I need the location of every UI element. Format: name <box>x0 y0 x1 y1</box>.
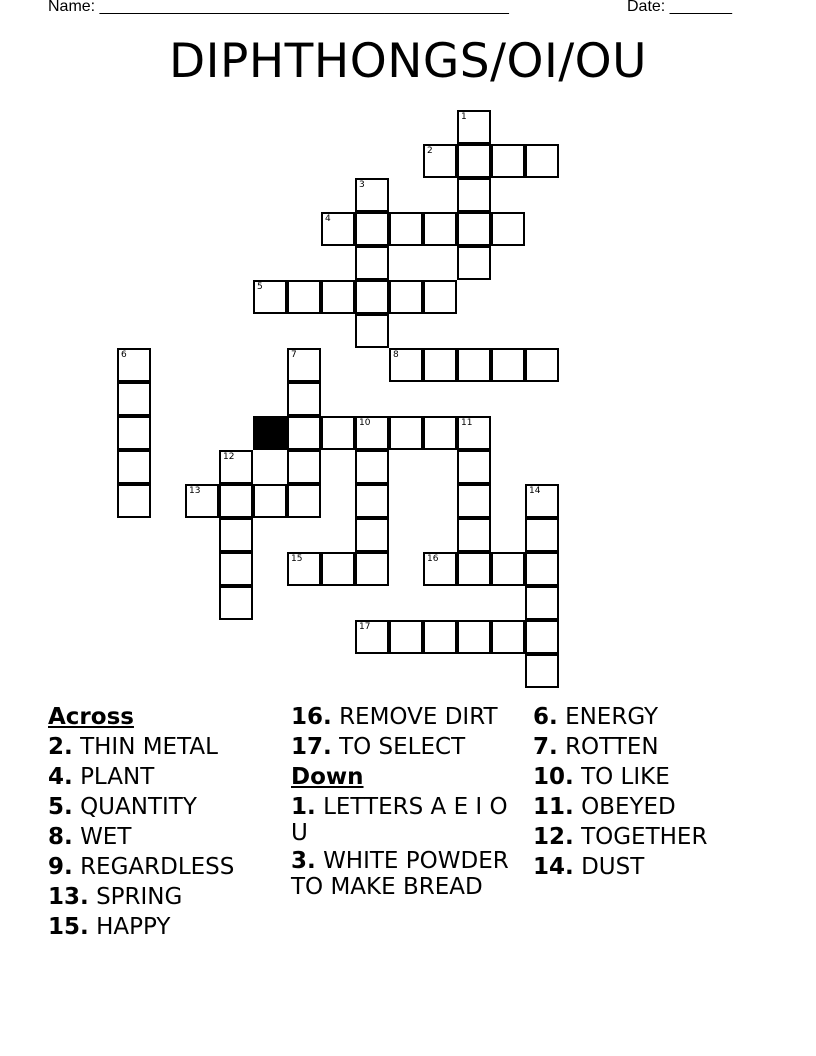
grid-cell[interactable] <box>355 518 389 552</box>
grid-cell[interactable] <box>355 178 389 212</box>
grid-cell[interactable] <box>117 484 151 518</box>
clue-number: 5 <box>257 282 263 292</box>
down-clue-7: 7. ROTTEN <box>533 734 659 760</box>
across-heading: Across <box>48 704 134 730</box>
grid-cell[interactable] <box>491 212 525 246</box>
grid-cell[interactable] <box>525 552 559 586</box>
page-title: DIPHTHONGS/OI/OU <box>168 34 648 89</box>
clue-number: 4 <box>325 214 331 224</box>
grid-cell[interactable] <box>287 484 321 518</box>
grid-cell[interactable] <box>321 552 355 586</box>
grid-cell[interactable] <box>457 620 491 654</box>
grid-cell[interactable] <box>389 280 423 314</box>
clue-number: 13 <box>189 486 201 496</box>
clue-number: 1 <box>461 112 467 122</box>
grid-cell[interactable] <box>321 280 355 314</box>
grid-cell[interactable] <box>423 416 457 450</box>
clue-number: 11 <box>461 418 473 428</box>
grid-cell[interactable] <box>355 246 389 280</box>
across-clue-17: 17. TO SELECT <box>291 734 466 760</box>
clue-column-1 <box>48 702 278 942</box>
clue-number: 7 <box>291 350 297 360</box>
down-clue-14: 14. DUST <box>533 854 645 880</box>
clue-number: 15 <box>291 554 303 564</box>
grid-cell[interactable] <box>491 552 525 586</box>
clue-column-3 <box>533 702 773 882</box>
clue-number: 17 <box>359 622 371 632</box>
grid-cell[interactable] <box>287 382 321 416</box>
grid-cell[interactable] <box>355 314 389 348</box>
grid-cell[interactable] <box>457 416 491 450</box>
down-clue-12: 12. TOGETHER <box>533 824 708 850</box>
grid-cell[interactable] <box>219 552 253 586</box>
grid-cell[interactable] <box>389 416 423 450</box>
date-field-line: Date: _______ <box>627 0 732 15</box>
grid-cell[interactable] <box>355 484 389 518</box>
grid-cell[interactable] <box>287 416 321 450</box>
across-clue-13: 13. SPRING <box>48 884 183 910</box>
down-clue-3: 3. WHITE POWDER TO MAKE BREAD <box>291 848 509 900</box>
clue-column-2 <box>291 702 523 902</box>
grid-cell[interactable] <box>287 348 321 382</box>
grid-cell[interactable] <box>457 110 491 144</box>
grid-cell[interactable] <box>355 620 389 654</box>
clue-number: 3 <box>359 180 365 190</box>
grid-cell[interactable] <box>525 144 559 178</box>
grid-cell[interactable] <box>423 552 457 586</box>
grid-cell[interactable] <box>117 416 151 450</box>
grid-cell[interactable] <box>355 552 389 586</box>
grid-cell[interactable] <box>355 450 389 484</box>
grid-cell[interactable] <box>457 246 491 280</box>
grid-cell[interactable] <box>185 484 219 518</box>
grid-cell[interactable] <box>389 212 423 246</box>
across-clue-5: 5. QUANTITY <box>48 794 197 820</box>
grid-cell[interactable] <box>423 144 457 178</box>
clue-number: 8 <box>393 350 399 360</box>
grid-cell[interactable] <box>457 348 491 382</box>
down-clue-11: 11. OBEYED <box>533 794 676 820</box>
across-clue-9: 9. REGARDLESS <box>48 854 235 880</box>
grid-cell[interactable] <box>355 280 389 314</box>
across-clue-4: 4. PLANT <box>48 764 155 790</box>
grid-cell[interactable] <box>321 416 355 450</box>
grid-cell[interactable] <box>219 484 253 518</box>
grid-cell[interactable] <box>389 348 423 382</box>
grid-cell[interactable] <box>491 144 525 178</box>
grid-cell[interactable] <box>457 144 491 178</box>
grid-cell[interactable] <box>253 280 287 314</box>
grid-cell[interactable] <box>219 518 253 552</box>
grid-cell[interactable] <box>117 450 151 484</box>
grid-cell[interactable] <box>355 212 389 246</box>
grid-cell[interactable] <box>389 620 423 654</box>
grid-cell[interactable] <box>457 178 491 212</box>
grid-cell[interactable] <box>423 620 457 654</box>
grid-cell[interactable] <box>253 484 287 518</box>
down-clue-6: 6. ENERGY <box>533 704 659 730</box>
down-heading: Down <box>291 764 364 790</box>
grid-cell[interactable] <box>525 586 559 620</box>
grid-cell[interactable] <box>321 212 355 246</box>
name-field-line: Name: ______________________________________________ <box>48 0 509 15</box>
down-clue-1: 1. LETTERS A E I O U <box>291 794 508 846</box>
grid-cell[interactable] <box>491 348 525 382</box>
grid-cell[interactable] <box>525 484 559 518</box>
grid-cell[interactable] <box>423 348 457 382</box>
grid-cell[interactable] <box>287 450 321 484</box>
grid-cell[interactable] <box>219 586 253 620</box>
across-clue-8: 8. WET <box>48 824 132 850</box>
grid-cell[interactable] <box>525 620 559 654</box>
grid-cell[interactable] <box>457 450 491 484</box>
across-clue-2: 2. THIN METAL <box>48 734 218 760</box>
black-cell <box>253 416 287 450</box>
clue-number: 10 <box>359 418 371 428</box>
grid-cell[interactable] <box>525 348 559 382</box>
down-clue-10: 10. TO LIKE <box>533 764 670 790</box>
grid-cell[interactable] <box>457 212 491 246</box>
clue-number: 6 <box>121 350 127 360</box>
grid-cell[interactable] <box>457 518 491 552</box>
grid-cell[interactable] <box>423 212 457 246</box>
clue-number: 12 <box>223 452 235 462</box>
grid-cell[interactable] <box>117 348 151 382</box>
grid-cell[interactable] <box>287 552 321 586</box>
clue-number: 16 <box>427 554 439 564</box>
grid-cell[interactable] <box>491 620 525 654</box>
grid-cell[interactable] <box>525 518 559 552</box>
grid-cell[interactable] <box>525 654 559 688</box>
grid-cell[interactable] <box>457 484 491 518</box>
across-clue-15: 15. HAPPY <box>48 914 171 940</box>
grid-cell[interactable] <box>117 382 151 416</box>
grid-cell[interactable] <box>287 280 321 314</box>
clue-number: 14 <box>529 486 541 496</box>
grid-cell[interactable] <box>457 552 491 586</box>
across-clue-16: 16. REMOVE DIRT <box>291 704 498 730</box>
grid-cell[interactable] <box>219 450 253 484</box>
grid-cell[interactable] <box>423 280 457 314</box>
clue-number: 2 <box>427 146 433 156</box>
grid-cell[interactable] <box>355 416 389 450</box>
